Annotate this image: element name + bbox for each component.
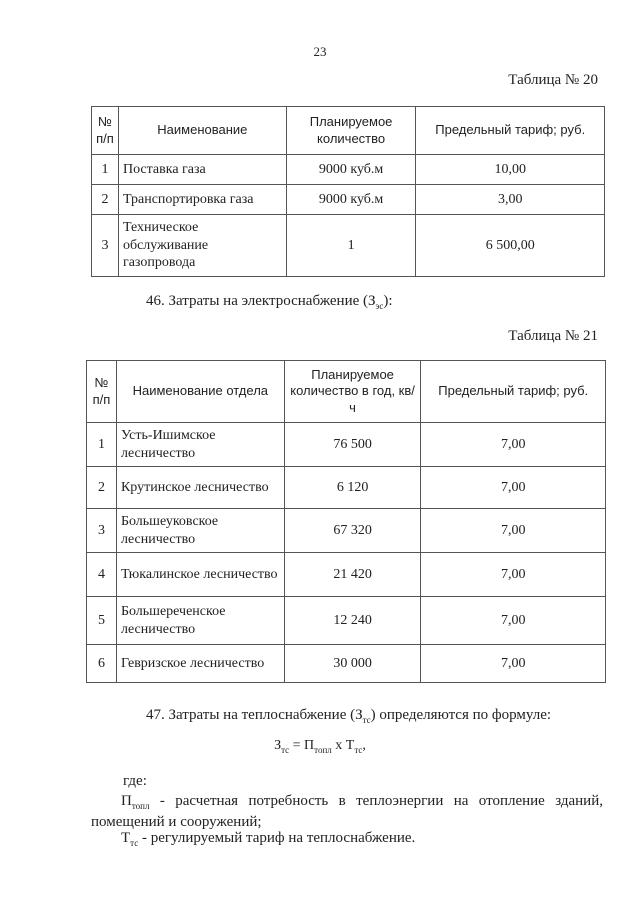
definition-t-subscript: тс	[130, 838, 139, 848]
table-20-header-row	[92, 107, 605, 155]
cell-tariff: 7,00	[421, 467, 606, 509]
table-row	[87, 553, 606, 597]
formula-end: ,	[362, 738, 366, 753]
column-header-qty: Планируемое количество	[286, 107, 416, 155]
table-row	[92, 185, 605, 215]
table-21-header-row	[87, 361, 606, 423]
cell-name: Гевризское лесничество	[116, 645, 284, 683]
cell-name: Техническое обслуживание газопровода	[118, 215, 286, 277]
formula-t-subscript: тс	[354, 744, 363, 755]
cell-tariff: 6 500,00	[416, 215, 605, 277]
where-label: где:	[123, 773, 147, 789]
cell-num: 1	[92, 155, 119, 185]
cell-tariff: 7,00	[421, 423, 606, 467]
paragraph-46	[146, 292, 393, 313]
formula-times: х Т	[331, 738, 355, 753]
column-header-tariff: Предельный тариф; руб.	[421, 361, 606, 423]
definition-p-text: - расчетная потребность в теплоэнергии на отопление зданий, помещений и сооружений;	[91, 793, 603, 830]
cell-tariff: 7,00	[421, 645, 606, 683]
table-row	[87, 423, 606, 467]
cell-name: Большеуковское лесничество	[116, 509, 284, 553]
formula-equals: = П	[289, 738, 315, 753]
formula-lhs: З	[274, 738, 282, 753]
table-21	[86, 360, 606, 683]
cell-tariff: 10,00	[416, 155, 605, 185]
cell-qty: 76 500	[284, 423, 421, 467]
cell-qty: 9000 куб.м	[286, 155, 416, 185]
cell-qty: 30 000	[284, 645, 421, 683]
cell-name: Усть-Ишимское лесничество	[116, 423, 284, 467]
paragraph-47-subscript: тс	[362, 715, 371, 725]
paragraph-46-suffix: ):	[383, 293, 393, 309]
cell-name: Тюкалинское лесничество	[116, 553, 284, 597]
definition-p-topl	[91, 792, 603, 832]
cell-qty: 1	[286, 215, 416, 277]
cell-name: Крутинское лесничество	[116, 467, 284, 509]
definition-p-symbol: П	[121, 793, 132, 809]
cell-num: 2	[87, 467, 117, 509]
paragraph-46-subscript: эс	[375, 301, 384, 311]
column-header-qty: Планируемое количество в год, кв/ч	[284, 361, 421, 423]
column-header-tariff: Предельный тариф; руб.	[416, 107, 605, 155]
cell-name: Большереченское лесничество	[116, 597, 284, 645]
cell-tariff: 7,00	[421, 553, 606, 597]
table-row	[87, 645, 606, 683]
cell-tariff: 7,00	[421, 509, 606, 553]
cell-num: 6	[87, 645, 117, 683]
cell-qty: 6 120	[284, 467, 421, 509]
table-row	[87, 509, 606, 553]
heating-cost-formula	[0, 737, 640, 756]
table-row	[92, 155, 605, 185]
cell-qty: 12 240	[284, 597, 421, 645]
table-row	[87, 597, 606, 645]
paragraph-47-suffix: ) определяются по формуле:	[370, 707, 552, 723]
definition-t-text: - регулируемый тариф на теплоснабжение.	[138, 830, 416, 846]
cell-num: 2	[92, 185, 119, 215]
table-20-caption: Таблица № 20	[508, 72, 598, 88]
cell-num: 1	[87, 423, 117, 467]
page-number: 23	[313, 44, 327, 59]
cell-tariff: 3,00	[416, 185, 605, 215]
table-21-caption: Таблица № 21	[508, 328, 598, 344]
table-20	[91, 106, 605, 277]
cell-qty: 67 320	[284, 509, 421, 553]
definition-t-ts	[121, 829, 415, 850]
cell-num: 3	[92, 215, 119, 277]
column-header-name: Наименование отдела	[116, 361, 284, 423]
formula-p-subscript: топл	[314, 744, 332, 755]
paragraph-47-prefix: 47. Затраты на теплоснабжение (З	[146, 707, 363, 723]
cell-num: 3	[87, 509, 117, 553]
cell-qty: 21 420	[284, 553, 421, 597]
column-header-num: № п/п	[92, 107, 119, 155]
cell-name: Транспортировка газа	[118, 185, 286, 215]
definition-p-subscript: топл	[131, 801, 150, 811]
cell-num: 5	[87, 597, 117, 645]
cell-tariff: 7,00	[421, 597, 606, 645]
table-row	[92, 215, 605, 277]
paragraph-46-prefix: 46. Затраты на электроснабжение (З	[146, 293, 376, 309]
cell-num: 4	[87, 553, 117, 597]
formula-lhs-subscript: тс	[281, 744, 290, 755]
paragraph-47	[146, 706, 551, 727]
cell-name: Поставка газа	[118, 155, 286, 185]
column-header-name: Наименование	[118, 107, 286, 155]
column-header-num: № п/п	[87, 361, 117, 423]
definition-t-symbol: Т	[121, 830, 131, 846]
cell-qty: 9000 куб.м	[286, 185, 416, 215]
table-row	[87, 467, 606, 509]
